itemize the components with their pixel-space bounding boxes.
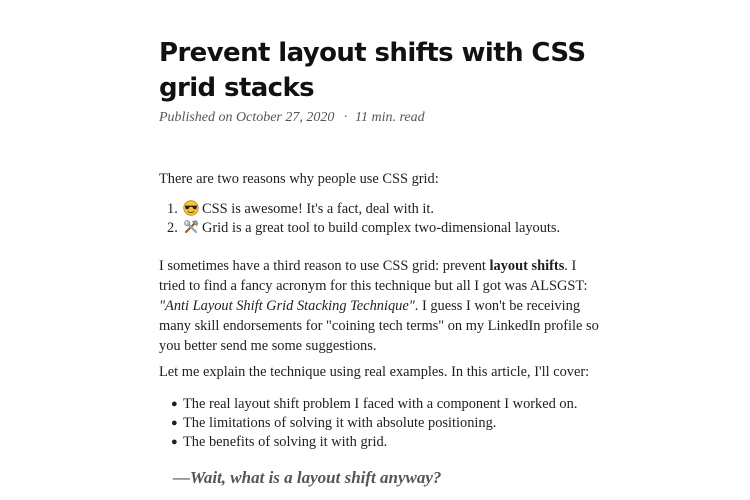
explain-paragraph: Let me explain the technique using real examples. In this article, I'll cover: — [159, 364, 590, 380]
intro-paragraph: There are two reasons why people use CSS grid: — [159, 171, 439, 187]
list-item — [159, 395, 579, 414]
topics-list — [159, 395, 579, 452]
read-time: 11 min. read — [355, 110, 425, 125]
bold-term: layout shifts — [489, 258, 565, 274]
list-item-text: CSS is awesome! It's a fact, deal with it. — [202, 201, 434, 217]
reasons-list — [159, 200, 579, 238]
list-item-text: Grid is a great tool to build complex two-dimensional layouts. — [202, 220, 561, 236]
third-reason-paragraph — [159, 256, 599, 356]
bullet-icon: ● — [171, 417, 178, 429]
italic-term: "Anti Layout Shift Grid Stacking Technique" — [159, 298, 415, 314]
bullet-icon: ● — [171, 398, 178, 410]
article-meta — [159, 109, 425, 127]
bullet-icon: ● — [171, 436, 178, 448]
list-item-text: The limitations of solving it with absolute positioning. — [183, 415, 497, 431]
list-number: 1. — [167, 201, 178, 217]
list-item — [159, 433, 579, 452]
published-date: Published on October 27, 2020 — [159, 110, 335, 125]
list-item-text: The benefits of solving it with grid. — [183, 434, 388, 450]
text-span: I sometimes have a third reason to use CSS grid: prevent — [159, 258, 490, 274]
text-span: . I tried to find a fancy acronym for this technique but all I got was ALSGST: — [159, 258, 588, 294]
list-item — [159, 200, 579, 219]
tools-emoji-icon — [183, 219, 199, 235]
list-item — [159, 414, 579, 433]
section-subheading: —Wait, what is a layout shift anyway? — [173, 468, 442, 487]
sunglasses-emoji-icon — [183, 200, 199, 216]
meta-separator: · — [343, 110, 349, 125]
list-item — [159, 219, 579, 238]
page-title: Prevent layout shifts with CSS grid stacks — [159, 38, 586, 103]
list-number: 2. — [167, 220, 178, 236]
list-item-text: The real layout shift problem I faced with a component I worked on. — [183, 396, 578, 412]
text-span: . I guess I won't be receiving many skill endorsements for "coining tech terms" on my LinkedIn profile so you better send me some suggestions. — [159, 298, 599, 354]
